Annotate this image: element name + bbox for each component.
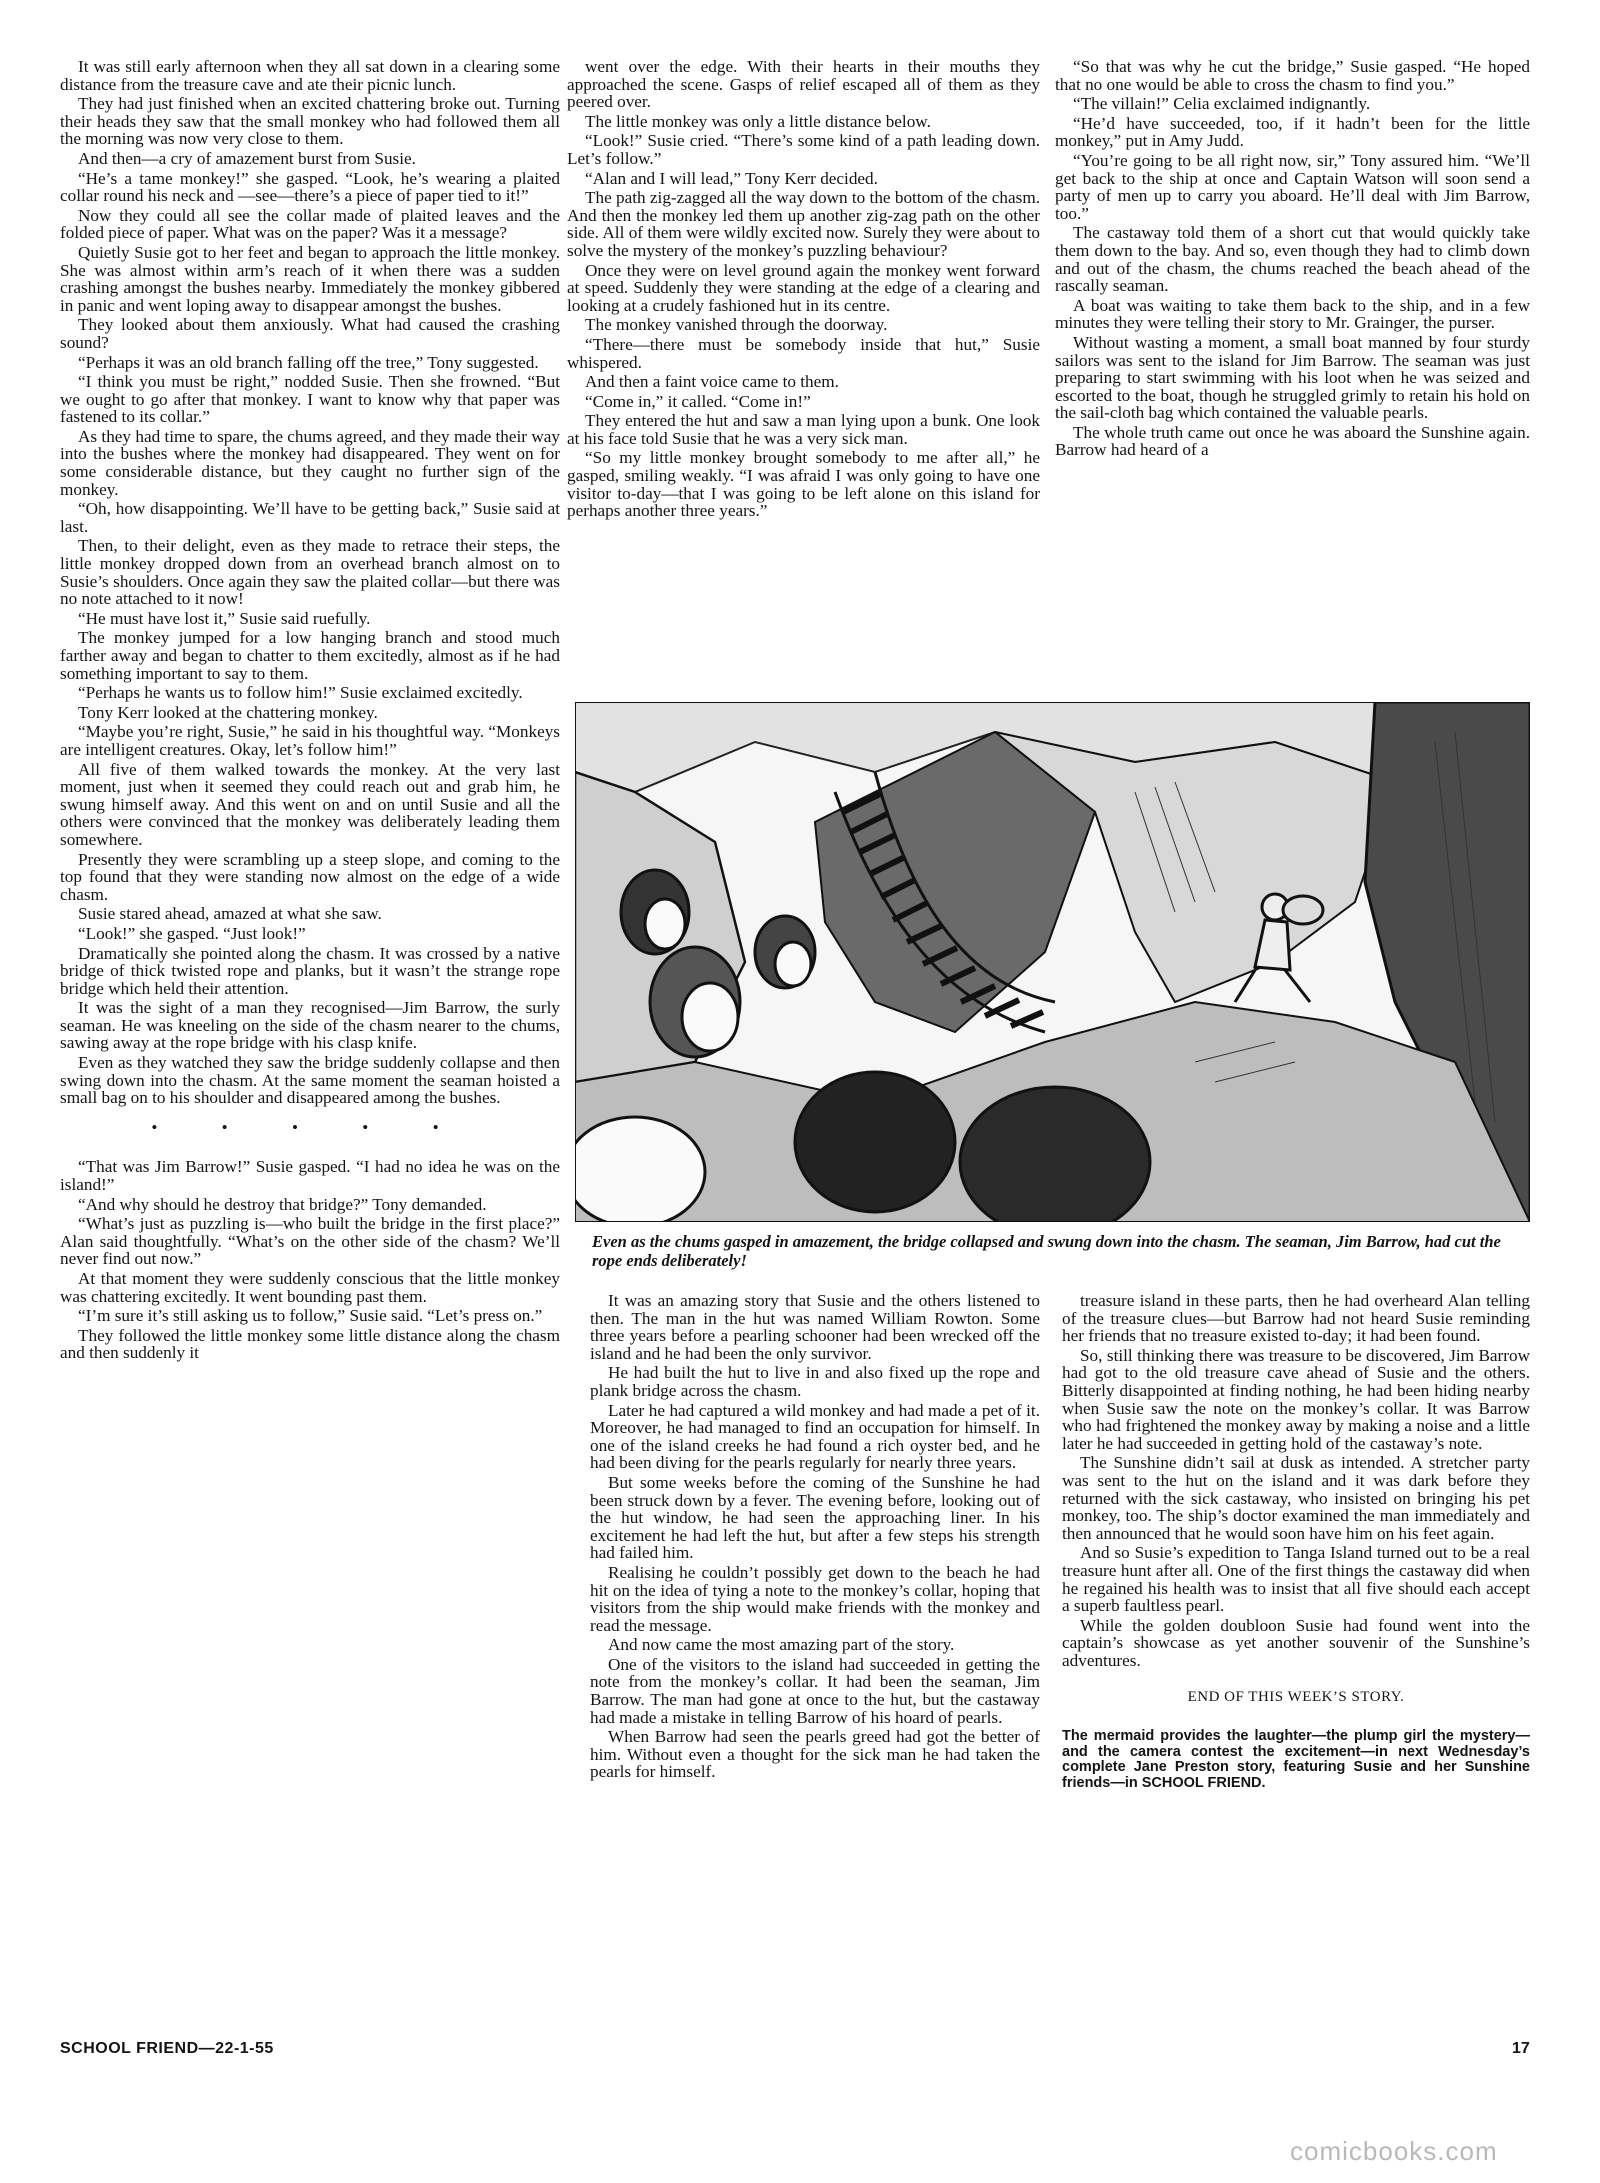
story-paragraph: Presently they were scrambling up a steep slope, and coming to the top found that they were standing now almost on the edge of a wide chasm. xyxy=(60,849,560,904)
story-paragraph: Then, to their delight, even as they made to retrace their steps, the little monkey dropped down from an overhead branch almost on to Susie’s shoulders. Once again they saw the plaited collar—but there was no note attached to it now! xyxy=(60,536,560,609)
watermark: comicbooks.com xyxy=(1290,2136,1498,2166)
story-paragraph: Once they were on level ground again the monkey went forward at speed. Suddenly they were standing at the edge of a clearing and looking at a crudely fashioned hut in its centre. xyxy=(567,260,1040,315)
story-paragraph: Later he had captured a wild monkey and had made a pet of it. Moreover, he had managed to find an occupation for himself. In one of the island creeks he had found a rich oyster bed, and he had been diving for the pearls regularly for nearly three years. xyxy=(590,1400,1040,1473)
story-paragraph: Susie stared ahead, amazed at what she saw. xyxy=(78,904,382,924)
story-column-middle-top xyxy=(567,58,1040,698)
story-paragraph: “Alan and I will lead,” Tony Kerr decided. xyxy=(585,168,878,188)
story-column-right-bottom-paras xyxy=(1062,1292,1530,1669)
story-paragraph: It was an amazing story that Susie and the others listened to then. The man in the hut was named William Rowton. Some three years before a pearling schooner had been wrecked off the island and he had been the only survivor. xyxy=(590,1292,1040,1363)
story-paragraph: One of the visitors to the island had succeeded in getting the note from the monkey’s collar. It had been the seaman, Jim Barrow. The man had gone at once to the hut, but the castaway had made a mistake in telling Barrow of his hoard of pearls. xyxy=(590,1654,1040,1727)
story-paragraph: “Look!” Susie cried. “There’s some kind of a path leading down. Let’s follow.” xyxy=(567,131,1040,168)
story-paragraph: “Come in,” it called. “Come in!” xyxy=(585,391,811,411)
story-paragraph: “Look!” she gasped. “Just look!” xyxy=(78,923,306,943)
story-paragraph: They had just finished when an excited chattering broke out. Turning their heads they saw that the small monkey who had followed them all the morning was now very close to them. xyxy=(60,94,560,149)
story-paragraph: “The villain!” Celia exclaimed indignantly. xyxy=(1073,94,1371,114)
story-paragraph: “There—there must be somebody inside that hut,” Susie whispered. xyxy=(567,334,1040,372)
story-paragraph: He had built the hut to live in and also fixed up the rope and plank bridge across the chasm. xyxy=(590,1363,1040,1400)
story-paragraph: So, still thinking there was treasure to be discovered, Jim Barrow had got to the old treasure cave ahead of Susie and the others. Bitterly disappointed at finding nothing, he had been hiding nearby when Susie saw the note on the monkey’s collar. It was Barrow who had frightened the monkey away by making a noise and a little later he had succeeded in getting hold of the castaway’s note. xyxy=(1062,1345,1530,1453)
story-paragraph: They entered the hut and saw a man lying upon a bunk. One look at his face told Susie that he was a very sick man. xyxy=(567,411,1040,448)
story-paragraph: All five of them walked towards the monkey. At the very last moment, just when it seemed they could reach out and grab him, he swung himself away. And this went on and on until Susie and all the others were convinced that the monkey was deliberately leading them somewhere. xyxy=(60,759,560,849)
story-paragraph: As they had time to spare, the chums agreed, and they made their way into the bushes where the monkey had disappeared. They went on for some considerable distance, but they caught no further sign of the monkey. xyxy=(60,426,560,499)
magazine-footer-title: SCHOOL FRIEND—22-1-55 xyxy=(60,2040,274,2057)
story-paragraph: Tony Kerr looked at the chattering monkey. xyxy=(78,702,378,722)
story-paragraph: It was still early afternoon when they all sat down in a clearing some distance from the treasure cave and ate their picnic lunch. xyxy=(60,58,560,94)
story-paragraph: Now they could all see the collar made of plaited leaves and the folded piece of paper. What was on the paper? Was it a message? xyxy=(60,205,560,243)
story-paragraph: “I think you must be right,” nodded Susie. Then she frowned. “But we ought to go after that monkey. I want to know why that paper was fastened to its collar.” xyxy=(60,372,560,427)
chasm-bridge-illustration xyxy=(575,702,1530,1222)
story-column-right-top xyxy=(1055,58,1530,698)
story-paragraph: The whole truth came out once he was aboard the Sunshine again. Barrow had heard of a xyxy=(1055,422,1530,460)
story-paragraph: “He’s a tame monkey!” she gasped. “Look, he’s wearing a plaited collar round his neck and —see—there’s a piece of paper tied to it!” xyxy=(60,168,560,206)
story-paragraph: “That was Jim Barrow!” Susie gasped. “I had no idea he was on the island!” xyxy=(60,1157,560,1195)
story-paragraph: Without wasting a moment, a small boat manned by four sturdy sailors was sent to the island for Jim Barrow. The seaman was just preparing to start swimming with his loot when he was seized and escorted to the boat, though he struggled grimly to retain his hold on the sail-cloth bag which contained the valuable pearls. xyxy=(1055,332,1530,423)
story-paragraph: Even as they watched they saw the bridge suddenly collapse and then swing down into the chasm. At the same moment the seaman hoisted a small bag on to his shoulder and disappeared among the bushes. xyxy=(60,1053,560,1108)
story-paragraph: They looked about them anxiously. What had caused the crashing sound? xyxy=(60,315,560,352)
story-paragraph: Realising he couldn’t possibly get down to the beach he had hit on the idea of tying a note to the monkey’s collar, hoping that visitors from the ship would make friends with the monkey and read the message. xyxy=(590,1562,1040,1635)
next-week-promo: The mermaid provides the laughter—the plump girl the mystery—and the camera contest the excitement—in next Wednesday’s complete Jane Preston story, featuring Susie and her Sunshine friends—in SCHOOL FRIEND. xyxy=(1062,1728,1530,1791)
story-paragraph: And so Susie’s expedition to Tanga Island turned out to be a real treasure hunt after all. One of the first things the castaway did when he regained his health was to insist that all five should each accept a superb faultless pearl. xyxy=(1062,1543,1530,1616)
story-paragraph: “So that was why he cut the bridge,” Susie gasped. “He hoped that no one would be able to cross the chasm to find you.” xyxy=(1055,58,1530,94)
story-paragraph: They followed the little monkey some little distance along the chasm and then suddenly it xyxy=(60,1325,560,1363)
story-column-left xyxy=(60,58,560,2058)
story-paragraph: And then—a cry of amazement burst from Susie. xyxy=(78,148,416,168)
story-paragraph: “He’d have succeeded, too, if it hadn’t been for the little monkey,” put in Amy Judd. xyxy=(1055,113,1530,151)
story-paragraph: “So my little monkey brought somebody to me after all,” he gasped, smiling weakly. “I was afraid I was only going to have one visitor to-day—that I was going to be left alone on this island for perhaps another three years.” xyxy=(567,448,1040,521)
story-paragraph: Dramatically she pointed along the chasm. It was crossed by a native bridge of thick twisted rope and planks, but it wasn’t the strange rope bridge which held their attention. xyxy=(60,943,560,998)
story-paragraph: But some weeks before the coming of the Sunshine he had been struck down by a fever. The evening before, looking out of the hut window, he had seen the approaching liner. In his excitement he had left the hut, but after a few steps his strength had failed him. xyxy=(590,1472,1040,1563)
story-paragraph: treasure island in these parts, then he had overheard Alan telling of the treasure clues—but Barrow had not heard Susie reminding her friends that no treasure existed to-day; it had been found. xyxy=(1062,1292,1530,1346)
story-paragraph: While the golden doubloon Susie had found went into the captain’s showcase as yet another souvenir of the Sunshine’s adventures. xyxy=(1062,1615,1530,1670)
story-paragraph: “And why should he destroy that bridge?” Tony demanded. xyxy=(78,1194,487,1214)
story-paragraph: The castaway told them of a short cut that would quickly take them down to the bay. And so, even though they had to climb down and out of the chasm, the chums reached the beach ahead of the rascally seaman. xyxy=(1055,223,1530,296)
end-of-story-line: END OF THIS WEEK’S STORY. xyxy=(1187,1689,1405,1706)
story-paragraph: And then a faint voice came to them. xyxy=(585,372,839,392)
story-paragraph: “I’m sure it’s still asking us to follow,” Susie said. “Let’s press on.” xyxy=(78,1306,543,1326)
illustration-caption: Even as the chums gasped in amazement, the bridge collapsed and swung down into the chasm. The seaman, Jim Barrow, had cut the rope ends deliberately! xyxy=(592,1232,1501,1270)
story-paragraph: When Barrow had seen the pearls greed had got the better of him. Without even a thought for the sick man he had taken the pearls for himself. xyxy=(590,1727,1040,1782)
story-paragraph: The monkey vanished through the doorway. xyxy=(585,315,888,335)
story-paragraph: “He must have lost it,” Susie said ruefully. xyxy=(78,608,371,628)
story-paragraph: The little monkey was only a little distance below. xyxy=(585,111,931,131)
story-paragraph: “Perhaps he wants us to follow him!” Susie exclaimed excitedly. xyxy=(78,683,523,703)
story-column-right-bottom xyxy=(1062,1292,1530,2082)
story-paragraph: “What’s just as puzzling is—who built the bridge in the first place?” Alan said thoughtfully. “What’s on the other side of the chasm? We’ll never find out now.” xyxy=(60,1214,560,1269)
story-paragraph: went over the edge. With their hearts in their mouths they approached the scene. Gasps of relief escaped all of them as they peered over. xyxy=(567,58,1040,112)
story-paragraph: • • • • • xyxy=(151,1117,469,1137)
story-paragraph: The path zig-zagged all the way down to the bottom of the chasm. And then the monkey led them up another zig-zag path on the other side. All of them were wildly excited now. Surely they were about to solve the mystery of the monkey’s puzzling behaviour? xyxy=(567,188,1040,260)
page-number: 17 xyxy=(1512,2040,1530,2057)
story-paragraph: Quietly Susie got to her feet and began to approach the little monkey. She was almost within arm’s reach of it when there was a sudden crashing amongst the bushes nearby. Immediately the monkey gibbered in panic and went loping away to disappear amongst the bushes. xyxy=(60,242,560,315)
story-paragraph: And now came the most amazing part of the story. xyxy=(608,1635,955,1655)
story-paragraph: “You’re going to be all right now, sir,” Tony assured him. “We’ll get back to the ship at once and Captain Watson will soon send a party of men up to carry you aboard. He’ll deal with Jim Barrow, too.” xyxy=(1055,150,1530,223)
story-paragraph: “Maybe you’re right, Susie,” he said in his thoughtful way. “Monkeys are intelligent creatures. Okay, let’s follow him!” xyxy=(60,722,560,759)
story-paragraph: The Sunshine didn’t sail at dusk as intended. A stretcher party was sent to the hut on the island and it was dark before they returned with the sick castaway, who insisted on bringing his pet monkey, too. The ship’s doctor examined the man immediately and then announced that he would soon have him on his feet again. xyxy=(1062,1453,1530,1543)
story-paragraph: The monkey jumped for a low hanging branch and stood much farther away and began to chatter to them excitedly, almost as if he had something important to say to them. xyxy=(60,628,560,683)
story-paragraph: A boat was waiting to take them back to the ship, and in a few minutes they were telling their story to Mr. Grainger, the purser. xyxy=(1055,295,1530,333)
story-paragraph: At that moment they were suddenly conscious that the little monkey was chattering excitedly. It went bounding past them. xyxy=(60,1269,560,1306)
story-paragraph: “Oh, how disappointing. We’ll have to be getting back,” Susie said at last. xyxy=(60,499,560,536)
story-paragraph: “Perhaps it was an old branch falling off the tree,” Tony suggested. xyxy=(78,352,539,372)
story-column-middle-bottom xyxy=(590,1292,1040,2082)
story-paragraph: It was the sight of a man they recognised—Jim Barrow, the surly seaman. He was kneeling on the side of the chasm nearer to the chums, sawing away at the rope bridge with his clasp knife. xyxy=(60,998,560,1053)
